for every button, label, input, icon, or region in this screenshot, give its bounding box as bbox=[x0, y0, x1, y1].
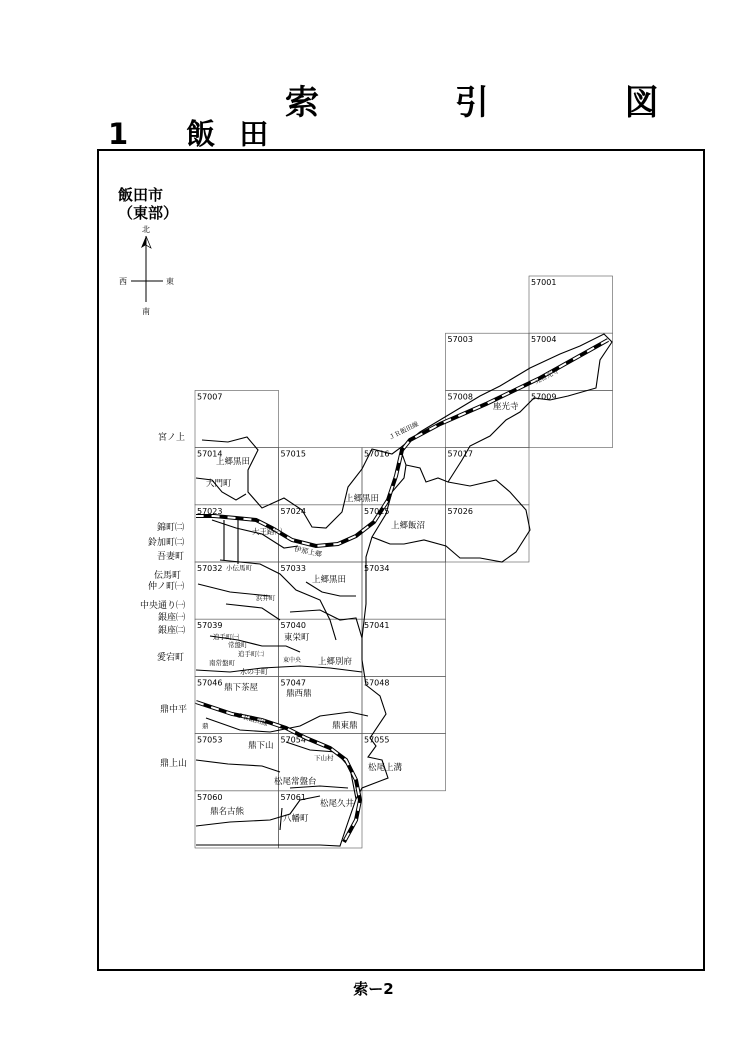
area-label: 鼎名古熊 bbox=[210, 807, 245, 817]
page-footer: 索ー2 bbox=[353, 980, 394, 998]
grid-cell-code: 57014 bbox=[197, 449, 223, 459]
area-label: 上郷黒田 bbox=[216, 457, 251, 467]
left-label: 鼎上山 bbox=[160, 759, 188, 769]
compass bbox=[119, 224, 174, 316]
grid-cell-code: 57032 bbox=[197, 564, 223, 573]
grid-cell-code: 57026 bbox=[447, 506, 473, 516]
area-label: 元善光寺 bbox=[533, 366, 561, 386]
area-label: 追手町㈠ bbox=[213, 633, 239, 641]
grid-cell-code: 57016 bbox=[364, 449, 390, 459]
region-sub: （東部） bbox=[118, 204, 179, 222]
area-label: 下山村 bbox=[314, 754, 334, 762]
area-label: 浜井町 bbox=[256, 594, 276, 602]
district-boundaries bbox=[196, 334, 612, 846]
area-label: 常盤町 bbox=[228, 641, 248, 649]
grid-cell-code: 57024 bbox=[280, 506, 306, 516]
area-label: 鼎下茶屋 bbox=[224, 683, 259, 693]
area-label: 鼎下山 bbox=[248, 741, 274, 751]
grid-cell-code: 57007 bbox=[197, 392, 223, 402]
grid-cell-code: 57060 bbox=[197, 792, 223, 802]
left-label: 錦町㈡ bbox=[157, 523, 185, 533]
compass-north: 北 bbox=[142, 225, 150, 234]
grid-cell-code: 57033 bbox=[280, 564, 306, 573]
page-title: 索 引 図 bbox=[285, 83, 721, 123]
grid-cell-code: 57023 bbox=[197, 506, 223, 516]
rail-label: ＪＲ飯田線 bbox=[235, 711, 269, 728]
grid-cell-code: 57046 bbox=[197, 678, 223, 688]
area-label: 東中央 bbox=[283, 657, 302, 664]
grid-cell-code: 57061 bbox=[280, 792, 306, 802]
grid-cell-code: 57034 bbox=[364, 564, 390, 573]
area-label: 水の手町 bbox=[240, 668, 268, 676]
left-label: 中央通り㈠ bbox=[140, 601, 186, 611]
area-label: 上郷飯沼 bbox=[391, 521, 426, 531]
left-label: 伝馬町 bbox=[154, 571, 182, 581]
grid-cell-code: 57039 bbox=[197, 621, 223, 631]
grid-cell-code: 57015 bbox=[280, 449, 306, 459]
left-label: 銀座㈡ bbox=[158, 626, 186, 636]
grid-cell-code: 57003 bbox=[447, 335, 473, 345]
north-arrow-icon bbox=[141, 236, 146, 248]
area-label: 上郷黒田 bbox=[312, 575, 347, 585]
compass-east: 東 bbox=[166, 277, 174, 286]
grid-cell-code: 57008 bbox=[447, 392, 473, 402]
area-label: 南常盤町 bbox=[209, 659, 235, 667]
area-label: 松尾久井 bbox=[320, 799, 355, 809]
grid-cell-code: 57004 bbox=[531, 335, 557, 345]
left-label: 愛宕町 bbox=[157, 653, 185, 663]
page-subtitle: 1 飯田 bbox=[108, 117, 293, 151]
compass-south: 南 bbox=[142, 307, 150, 316]
area-label: 上郷別府 bbox=[318, 657, 353, 667]
area-label: 追手町㈡ bbox=[238, 650, 264, 658]
left-label: 銀座㈠ bbox=[158, 613, 186, 623]
map-grid bbox=[195, 276, 613, 848]
grid-cell-code: 57055 bbox=[364, 735, 390, 745]
area-label: 八幡町 bbox=[283, 814, 309, 824]
area-label: 鼎東鼎 bbox=[332, 721, 358, 731]
area-label: 鼎 bbox=[202, 722, 209, 730]
area-label: 松尾上溝 bbox=[368, 763, 403, 773]
left-label: 宮ノ上 bbox=[158, 433, 186, 443]
compass-west: 西 bbox=[119, 277, 127, 286]
grid-cell-code: 57009 bbox=[531, 392, 557, 402]
map-labels bbox=[140, 366, 561, 824]
grid-cell-code: 57054 bbox=[280, 735, 306, 745]
area-label: 大王路㈠ bbox=[252, 527, 282, 536]
area-label: 上郷黒田 bbox=[345, 494, 380, 504]
grid-cell-code: 57025 bbox=[364, 506, 390, 516]
grid-cell-code: 57048 bbox=[364, 678, 390, 688]
grid-cell-code: 57047 bbox=[280, 678, 306, 688]
grid-cell-code: 57017 bbox=[447, 449, 473, 459]
area-label: 小伝馬町 bbox=[226, 564, 252, 572]
area-label: 鼎西鼎 bbox=[286, 689, 312, 699]
left-label: 吾妻町 bbox=[157, 552, 185, 562]
grid-cell-code: 57040 bbox=[280, 621, 306, 631]
region-name: 飯田市 bbox=[118, 186, 164, 204]
area-label: 東栄町 bbox=[284, 633, 310, 643]
grid-cell-code: 57001 bbox=[531, 278, 557, 287]
area-label: 松尾常盤台 bbox=[274, 777, 317, 787]
left-label: 鈴加町㈡ bbox=[148, 538, 185, 548]
area-label: 座光寺 bbox=[493, 402, 519, 412]
rail-label: ＪＲ飯田線 bbox=[387, 419, 420, 442]
left-label: 鼎中平 bbox=[160, 705, 188, 715]
grid-cell-code: 57041 bbox=[364, 621, 390, 631]
area-label: 伊那上郷 bbox=[293, 545, 323, 559]
left-label: 仲ノ町㈠ bbox=[148, 582, 185, 592]
area-label: 大門町 bbox=[206, 479, 232, 489]
grid-cell-code: 57053 bbox=[197, 735, 223, 745]
